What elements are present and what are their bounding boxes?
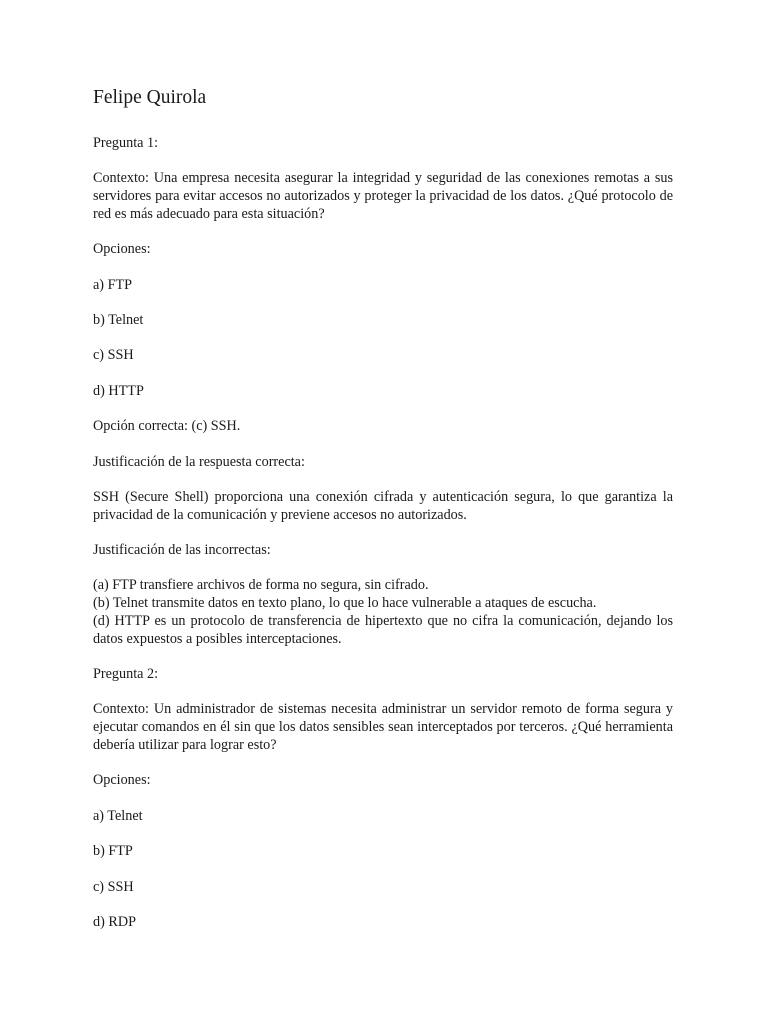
question-1-heading: Pregunta 1: (93, 135, 159, 151)
question-2-options-label: Opciones: (93, 772, 151, 788)
question-2-context (93, 700, 673, 754)
question-2-option-c: c) SSH (93, 879, 134, 895)
question-1-option-b: b) Telnet (93, 312, 144, 328)
question-1-correct-answer: Opción correcta: (c) SSH. (93, 418, 241, 434)
incorrect-item: datos expuestos a posibles interceptaciones. (93, 631, 342, 647)
justification-line: SSH (Secure Shell) proporciona una conexión cifrada y autenticación segura, lo que garantiza la (93, 489, 673, 505)
context-line: Contexto: Una empresa necesita asegurar la integridad y seguridad de las conexiones remotas a sus (93, 170, 673, 186)
question-1-justification (93, 488, 673, 524)
incorrect-item: (d) HTTP es un protocolo de transferencia de hipertexto que no cifra la comunicación, dejando los (93, 613, 673, 629)
question-1-option-a: a) FTP (93, 277, 133, 293)
author-name: Felipe Quirola (93, 87, 207, 108)
question-1-justification-heading: Justificación de la respuesta correcta: (93, 454, 305, 470)
context-line: Contexto: Un administrador de sistemas necesita administrar un servidor remoto de forma segura y (93, 701, 673, 717)
question-1-incorrect-heading: Justificación de las incorrectas: (93, 542, 271, 558)
question-1-option-c: c) SSH (93, 347, 134, 363)
question-2-option-a: a) Telnet (93, 808, 143, 824)
incorrect-item: (a) FTP transfiere archivos de forma no segura, sin cifrado. (93, 577, 429, 593)
question-1-context (93, 169, 673, 223)
question-2-option-d: d) RDP (93, 914, 136, 930)
context-line: servidores para evitar accesos no autorizados y proteger la privacidad de los datos. ¿Qué protocolo de (93, 188, 673, 204)
question-1-options-label: Opciones: (93, 241, 151, 257)
question-2-option-b: b) FTP (93, 843, 133, 859)
question-1-incorrect-list (93, 576, 673, 648)
incorrect-item: (b) Telnet transmite datos en texto plano, lo que lo hace vulnerable a ataques de escucha. (93, 595, 597, 611)
context-line: red es más adecuado para esta situación? (93, 206, 325, 222)
question-1-option-d: d) HTTP (93, 383, 144, 399)
context-line: debería utilizar para lograr esto? (93, 737, 277, 753)
context-line: ejecutar comandos en él sin que los datos sensibles sean interceptados por terceros. ¿Qué herramienta (93, 719, 673, 735)
question-2-heading: Pregunta 2: (93, 666, 159, 682)
justification-line: privacidad de la comunicación y previene accesos no autorizados. (93, 507, 467, 523)
